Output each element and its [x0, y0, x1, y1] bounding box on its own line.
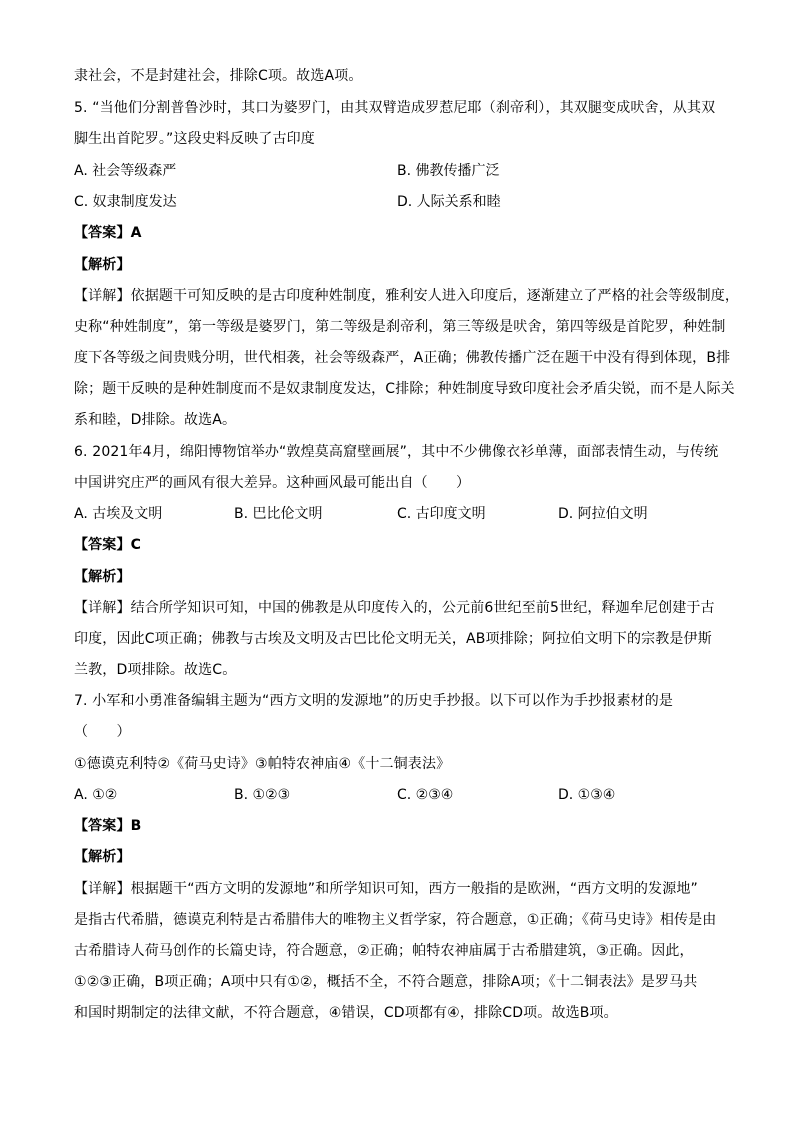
q5-answer: 【答案】A — [74, 225, 142, 241]
q7-explanation-line: 和国时期制定的法律文献，不符合题意，④错误，CD项都有④，排除CD项。故选B项。 — [74, 1005, 618, 1021]
q5-option-c: C. 奴隶制度发达 — [74, 194, 177, 210]
q6-option-c: C. 古印度文明 — [397, 506, 486, 522]
q6-explanation-line: 【详解】结合所学知识可知，中国的佛教是从印度传入的，公元前6世纪至前5世纪，释迦牟尼创建于古 — [74, 600, 715, 616]
q5-explanation-line: 除；题干反映的是种姓制度而不是奴隶制度发达，C排除；种姓制度导致印度社会矛盾尖锐，而不是人际关 — [74, 381, 735, 397]
q5-option-d: D. 人际关系和睦 — [397, 194, 501, 210]
question-7-stem: 7. 小军和小勇准备编辑主题为“西方文明的发源地”的历史手抄报。以下可以作为手抄报素材的是 — [74, 693, 674, 709]
q5-option-b: B. 佛教传播广泛 — [397, 163, 500, 179]
q7-option-b: B. ①②③ — [234, 787, 291, 803]
q6-option-d: D. 阿拉伯文明 — [558, 506, 648, 522]
q7-option-c: C. ②③④ — [397, 787, 454, 803]
q7-option-a: A. ①② — [74, 787, 118, 803]
question-6-stem-cont: 中国讲究庄严的画风有很大差异。这种画风最可能出自（ ） — [74, 475, 471, 491]
q7-explanation-line: 【详解】根据题干“西方文明的发源地”和所学知识可知，西方一般指的是欧洲，“西方文明的发源地” — [74, 881, 698, 897]
q6-option-a: A. 古埃及文明 — [74, 506, 163, 522]
q6-explanation-line: 兰教，D项排除。故选C。 — [74, 662, 237, 678]
q6-option-b: B. 巴比伦文明 — [234, 506, 323, 522]
q6-explanation-line: 印度，因此C项正确；佛教与古埃及文明及古巴比伦文明无关，AB项排除；阿拉伯文明下的宗教是伊斯 — [74, 631, 712, 647]
q7-analysis-heading: 【解析】 — [74, 849, 131, 865]
q5-explanation-line: 史称“种姓制度”，第一等级是婆罗门，第二等级是刹帝利，第三等级是吠舍，第四等级是首陀罗，种姓制 — [74, 319, 726, 335]
q7-explanation-line: 是指古代希腊，德谟克利特是古希腊伟大的唯物主义哲学家，符合题意，①正确；《荷马史诗》相传是由 — [74, 912, 717, 928]
q7-explanation-line: 古希腊诗人荷马创作的长篇史诗，符合题意，②正确；帕特农神庙属于古希腊建筑，③正确。因此， — [74, 943, 694, 959]
question-5-stem-cont: 脚生出首陀罗。”这段史料反映了古印度 — [74, 131, 315, 147]
q6-answer: 【答案】C — [74, 537, 142, 553]
q5-option-a: A. 社会等级森严 — [74, 163, 177, 179]
q5-explanation-line: 度下各等级之间贵贱分明，世代相袭，社会等级森严，A正确；佛教传播广泛在题干中没有得到体现，B排 — [74, 350, 731, 366]
question-6-stem: 6. 2021年4月，绵阳博物馆举办“敦煌莫高窟壁画展”，其中不少佛像衣衫单薄，面部表情生动，与传统 — [74, 444, 719, 460]
q5-explanation-line: 系和睦，D排除。故选A。 — [74, 412, 237, 428]
q6-analysis-heading: 【解析】 — [74, 569, 131, 585]
q5-analysis-heading: 【解析】 — [74, 257, 131, 273]
q7-answer: 【答案】B — [74, 818, 142, 834]
question-7-blank: （ ） — [74, 724, 131, 740]
q7-option-d: D. ①③④ — [558, 787, 616, 803]
text-line: 隶社会，不是封建社会，排除C项。故选A项。 — [74, 68, 363, 84]
question-5-stem: 5. “当他们分割普鲁沙时，其口为婆罗门，由其双臂造成罗惹尼耶（刹帝利），其双腿变成吠舍，从其双 — [74, 100, 716, 116]
question-7-items: ①德谟克利特②《荷马史诗》③帕特农神庙④《十二铜表法》 — [74, 756, 451, 772]
q7-explanation-line: ①②③正确，B项正确；A项中只有①②，概括不全，不符合题意，排除A项；《十二铜表法》是罗马共 — [74, 974, 698, 990]
q5-explanation-line: 【详解】依据题干可知反映的是古印度种姓制度，雅利安人进入印度后，逐渐建立了严格的社会等级制度， — [74, 288, 740, 304]
